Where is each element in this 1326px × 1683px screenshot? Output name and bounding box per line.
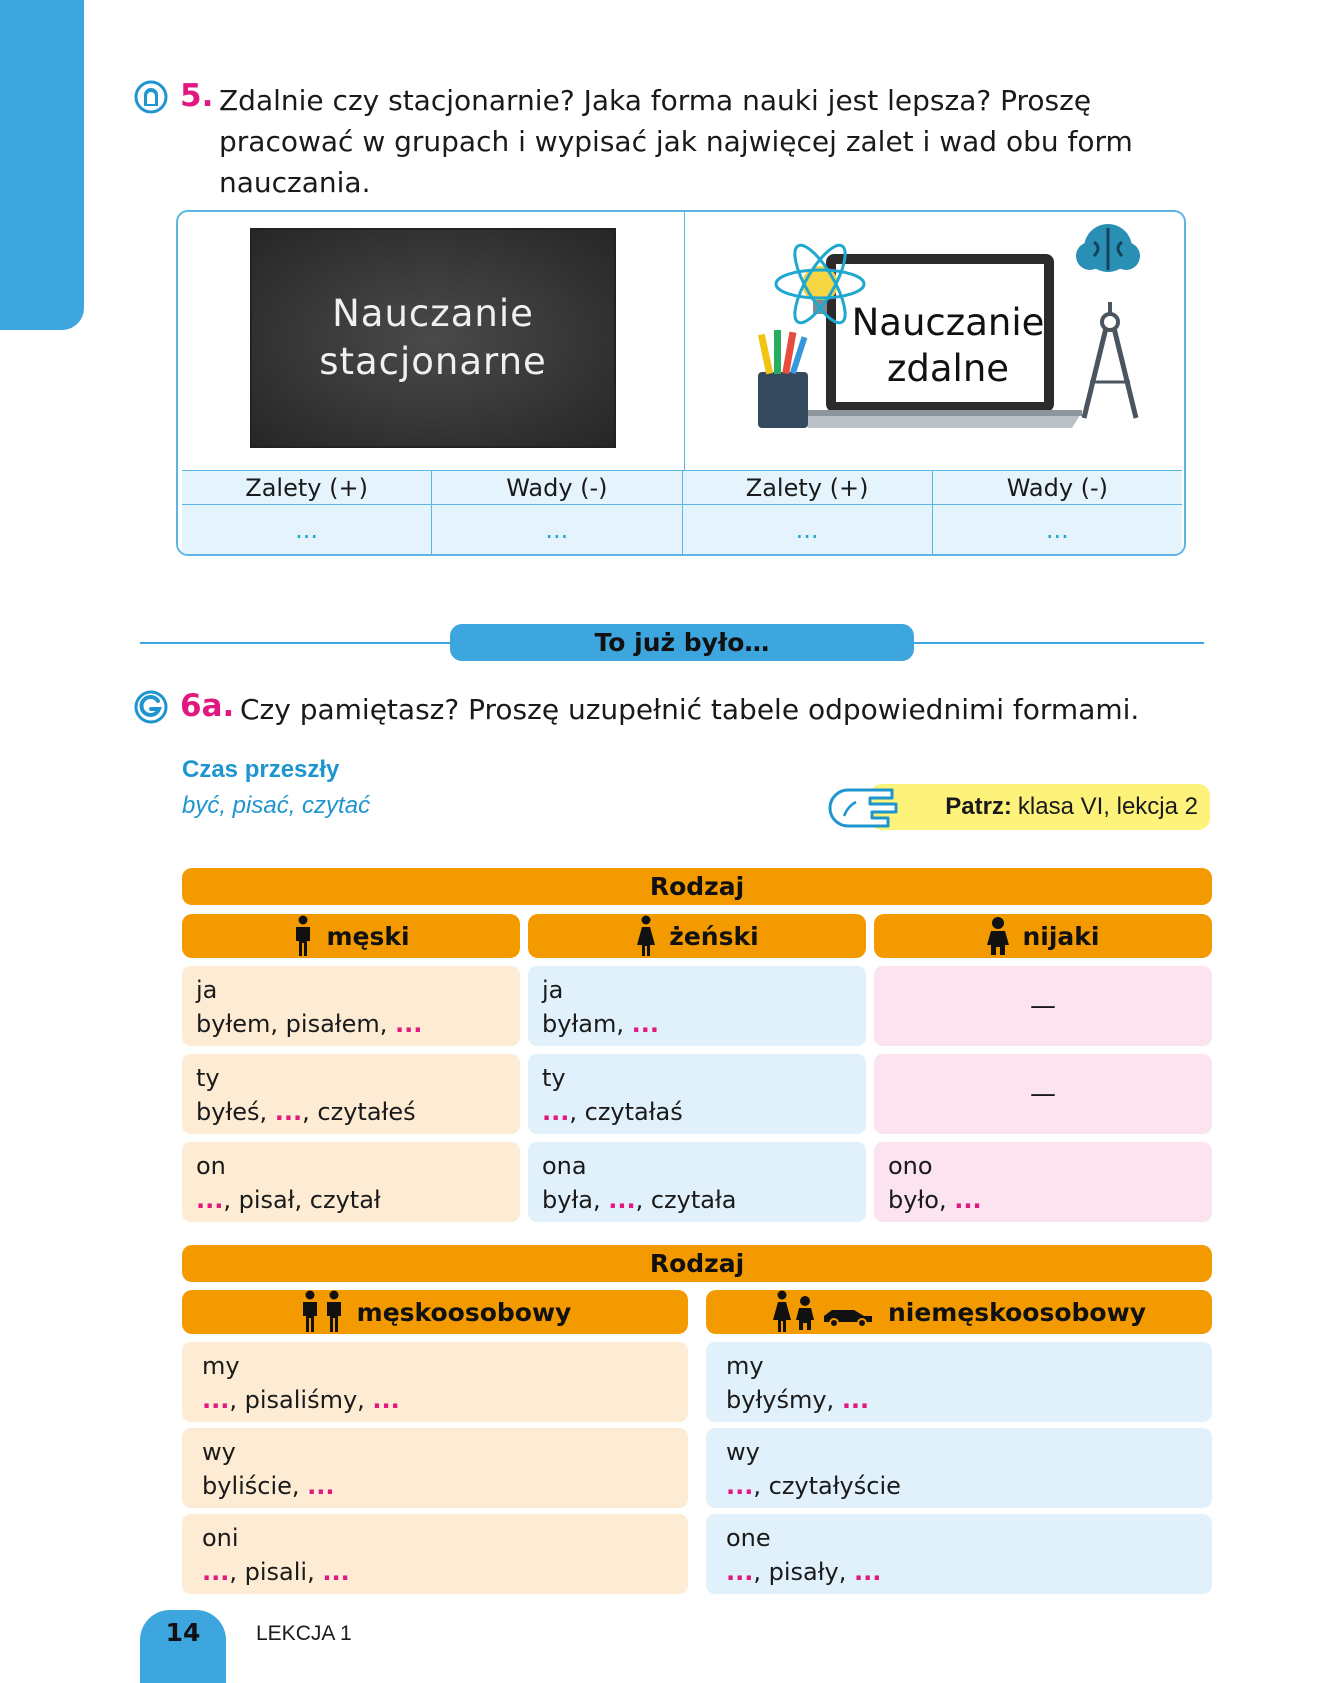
verb-forms: byliście, <box>202 1472 308 1500</box>
verb-forms: , czytałeś <box>302 1098 416 1126</box>
tense-title: Czas przeszły <box>182 756 340 783</box>
pros-cons-answer-row <box>182 505 1182 554</box>
table1-gender-header: Rodzaj <box>182 868 1212 905</box>
table2-gender-header: Rodzaj <box>182 1245 1212 1282</box>
pointing-hand-icon <box>826 786 902 830</box>
header-cons-stationary: Wady (-) <box>432 471 682 504</box>
verb-forms: , czytałaś <box>569 1098 683 1126</box>
pronoun: my <box>726 1352 764 1380</box>
blank-dots: ... <box>631 1010 659 1038</box>
exercise-5-instruction: Zdalnie czy stacjonarnie? Jaka forma nauki jest lepsza? Proszę pracować w grupach i wypisać jak najwięcej zalet i wad obu form nauczania. <box>219 84 1133 199</box>
reference-note-label: Patrz: <box>945 793 1012 820</box>
laptop-label-line1: Nauczanie <box>851 301 1045 344</box>
blank-dots: ... <box>202 1386 230 1414</box>
blank-dots: ... <box>307 1472 335 1500</box>
child-figure-icon <box>986 915 1010 957</box>
exercise-6a-number: 6a. <box>180 688 235 724</box>
blank-dots: ... <box>322 1558 350 1586</box>
blank-dots: ... <box>542 1098 570 1126</box>
laptop-screen-label <box>838 300 1058 392</box>
header-cons-remote: Wady (-) <box>1006 473 1109 502</box>
page-number: 14 <box>140 1610 226 1683</box>
table1-cell-f-ona[interactable] <box>528 1142 866 1222</box>
exercise-6a-instruction: Czy pamiętasz? Proszę uzupełnić tabele odpowiednimi formami. <box>240 693 1140 726</box>
pronoun: one <box>726 1524 771 1552</box>
grammar-icon <box>134 690 168 724</box>
table1-col-masculine <box>182 914 520 958</box>
blank-dots: ... <box>395 1010 423 1038</box>
group-work-icon <box>134 80 168 114</box>
pronoun: wy <box>726 1438 760 1466</box>
verb-forms: , czytałyście <box>753 1472 901 1500</box>
male-figure-icon <box>292 915 314 957</box>
female-figure-icon <box>635 915 657 957</box>
table2-cell-l-oni[interactable] <box>182 1514 688 1594</box>
comparison-frame <box>176 210 1186 556</box>
pronoun: ona <box>542 1152 587 1180</box>
table1-cell-f-ja[interactable] <box>528 966 866 1046</box>
header-pros-remote: Zalety (+) <box>683 471 933 504</box>
woman-child-car-icon <box>772 1290 876 1334</box>
blank-dots: ... <box>274 1098 303 1126</box>
section-divider-label: To już było… <box>450 624 914 661</box>
table1-cell-m-ty[interactable] <box>182 1054 520 1134</box>
pronoun: ono <box>888 1152 933 1180</box>
pros-cons-header-row <box>182 470 1182 505</box>
table1-cell-m-on[interactable] <box>182 1142 520 1222</box>
verb-forms: , pisał, czytał <box>223 1186 381 1214</box>
blank-dots: ... <box>372 1386 400 1414</box>
blank-dots: ... <box>726 1558 754 1586</box>
table2-cell-r-wy[interactable] <box>706 1428 1212 1508</box>
verb-forms: było, <box>888 1186 955 1214</box>
verb-forms: byłeś, <box>196 1098 275 1126</box>
table1-col-feminine-label: żeński <box>669 921 759 951</box>
verb-list: być, pisać, czytać <box>182 792 371 819</box>
reference-note <box>870 784 1210 830</box>
pronoun: ja <box>542 976 564 1004</box>
blank-dots: ... <box>841 1386 870 1414</box>
table2-col-non-masculine-personal <box>706 1290 1212 1334</box>
chalkboard-label-line2: stacjonarne <box>319 340 547 383</box>
exercise-5-number: 5. <box>180 78 214 114</box>
table1-cell-f-ty[interactable] <box>528 1054 866 1134</box>
table2-col-masculine-personal <box>182 1290 688 1334</box>
answer-pros-remote[interactable]: ... <box>683 505 933 554</box>
pronoun: ty <box>542 1064 566 1092</box>
verb-forms: , czytała <box>635 1186 737 1214</box>
chalkboard-image <box>250 228 616 448</box>
table1-cell-n-empty1: — <box>874 966 1212 1046</box>
table1-col-neuter <box>874 914 1212 958</box>
verb-forms: byłam, <box>542 1010 632 1038</box>
table2-cell-r-one[interactable] <box>706 1514 1212 1594</box>
blank-dots: ... <box>196 1186 224 1214</box>
two-men-icon <box>299 1290 345 1334</box>
pronoun: oni <box>202 1524 239 1552</box>
blank-dots: ... <box>954 1186 982 1214</box>
pronoun: ty <box>196 1064 220 1092</box>
reference-note-text: klasa VI, lekcja 2 <box>1017 793 1198 820</box>
laptop-label-line2: zdalne <box>886 347 1010 390</box>
verb-forms: była, <box>542 1186 609 1214</box>
side-color-tab <box>0 0 84 330</box>
table2-col-non-masculine-personal-label: niemęskoosobowy <box>887 1297 1147 1327</box>
table2-col-masculine-personal-label: męskoosobowy <box>356 1297 572 1327</box>
pronoun: my <box>202 1352 240 1380</box>
verb-forms: byłem, pisałem, <box>196 1010 395 1038</box>
table1-col-feminine <box>528 914 866 958</box>
answer-pros-stationary[interactable]: ... <box>182 505 432 554</box>
blank-dots: ... <box>726 1472 754 1500</box>
table1-cell-m-ja[interactable] <box>182 966 520 1046</box>
table1-col-masculine-label: męski <box>326 921 410 951</box>
table2-cell-l-wy[interactable] <box>182 1428 688 1508</box>
lesson-label: LEKCJA 1 <box>256 1622 352 1645</box>
blank-dots: ... <box>608 1186 636 1214</box>
verb-forms: , pisali, <box>229 1558 323 1586</box>
verb-forms: , pisaliśmy, <box>229 1386 373 1414</box>
table1-cell-n-ono[interactable] <box>874 1142 1212 1222</box>
verb-forms: , pisały, <box>753 1558 855 1586</box>
answer-cons-remote[interactable]: ... <box>1045 515 1069 544</box>
table2-cell-l-my[interactable] <box>182 1342 688 1422</box>
answer-cons-stationary[interactable]: ... <box>432 505 682 554</box>
pronoun: on <box>196 1152 226 1180</box>
blank-dots: ... <box>202 1558 230 1586</box>
table2-cell-r-my[interactable] <box>706 1342 1212 1422</box>
pronoun: ja <box>196 976 218 1004</box>
pronoun: wy <box>202 1438 236 1466</box>
table1-col-neuter-label: nijaki <box>1022 921 1100 951</box>
chalkboard-label-line1: Nauczanie <box>332 292 534 335</box>
table1-cell-n-empty2: — <box>874 1054 1212 1134</box>
header-pros-stationary: Zalety (+) <box>182 471 432 504</box>
blank-dots: ... <box>854 1558 882 1586</box>
verb-forms: byłyśmy, <box>726 1386 842 1414</box>
